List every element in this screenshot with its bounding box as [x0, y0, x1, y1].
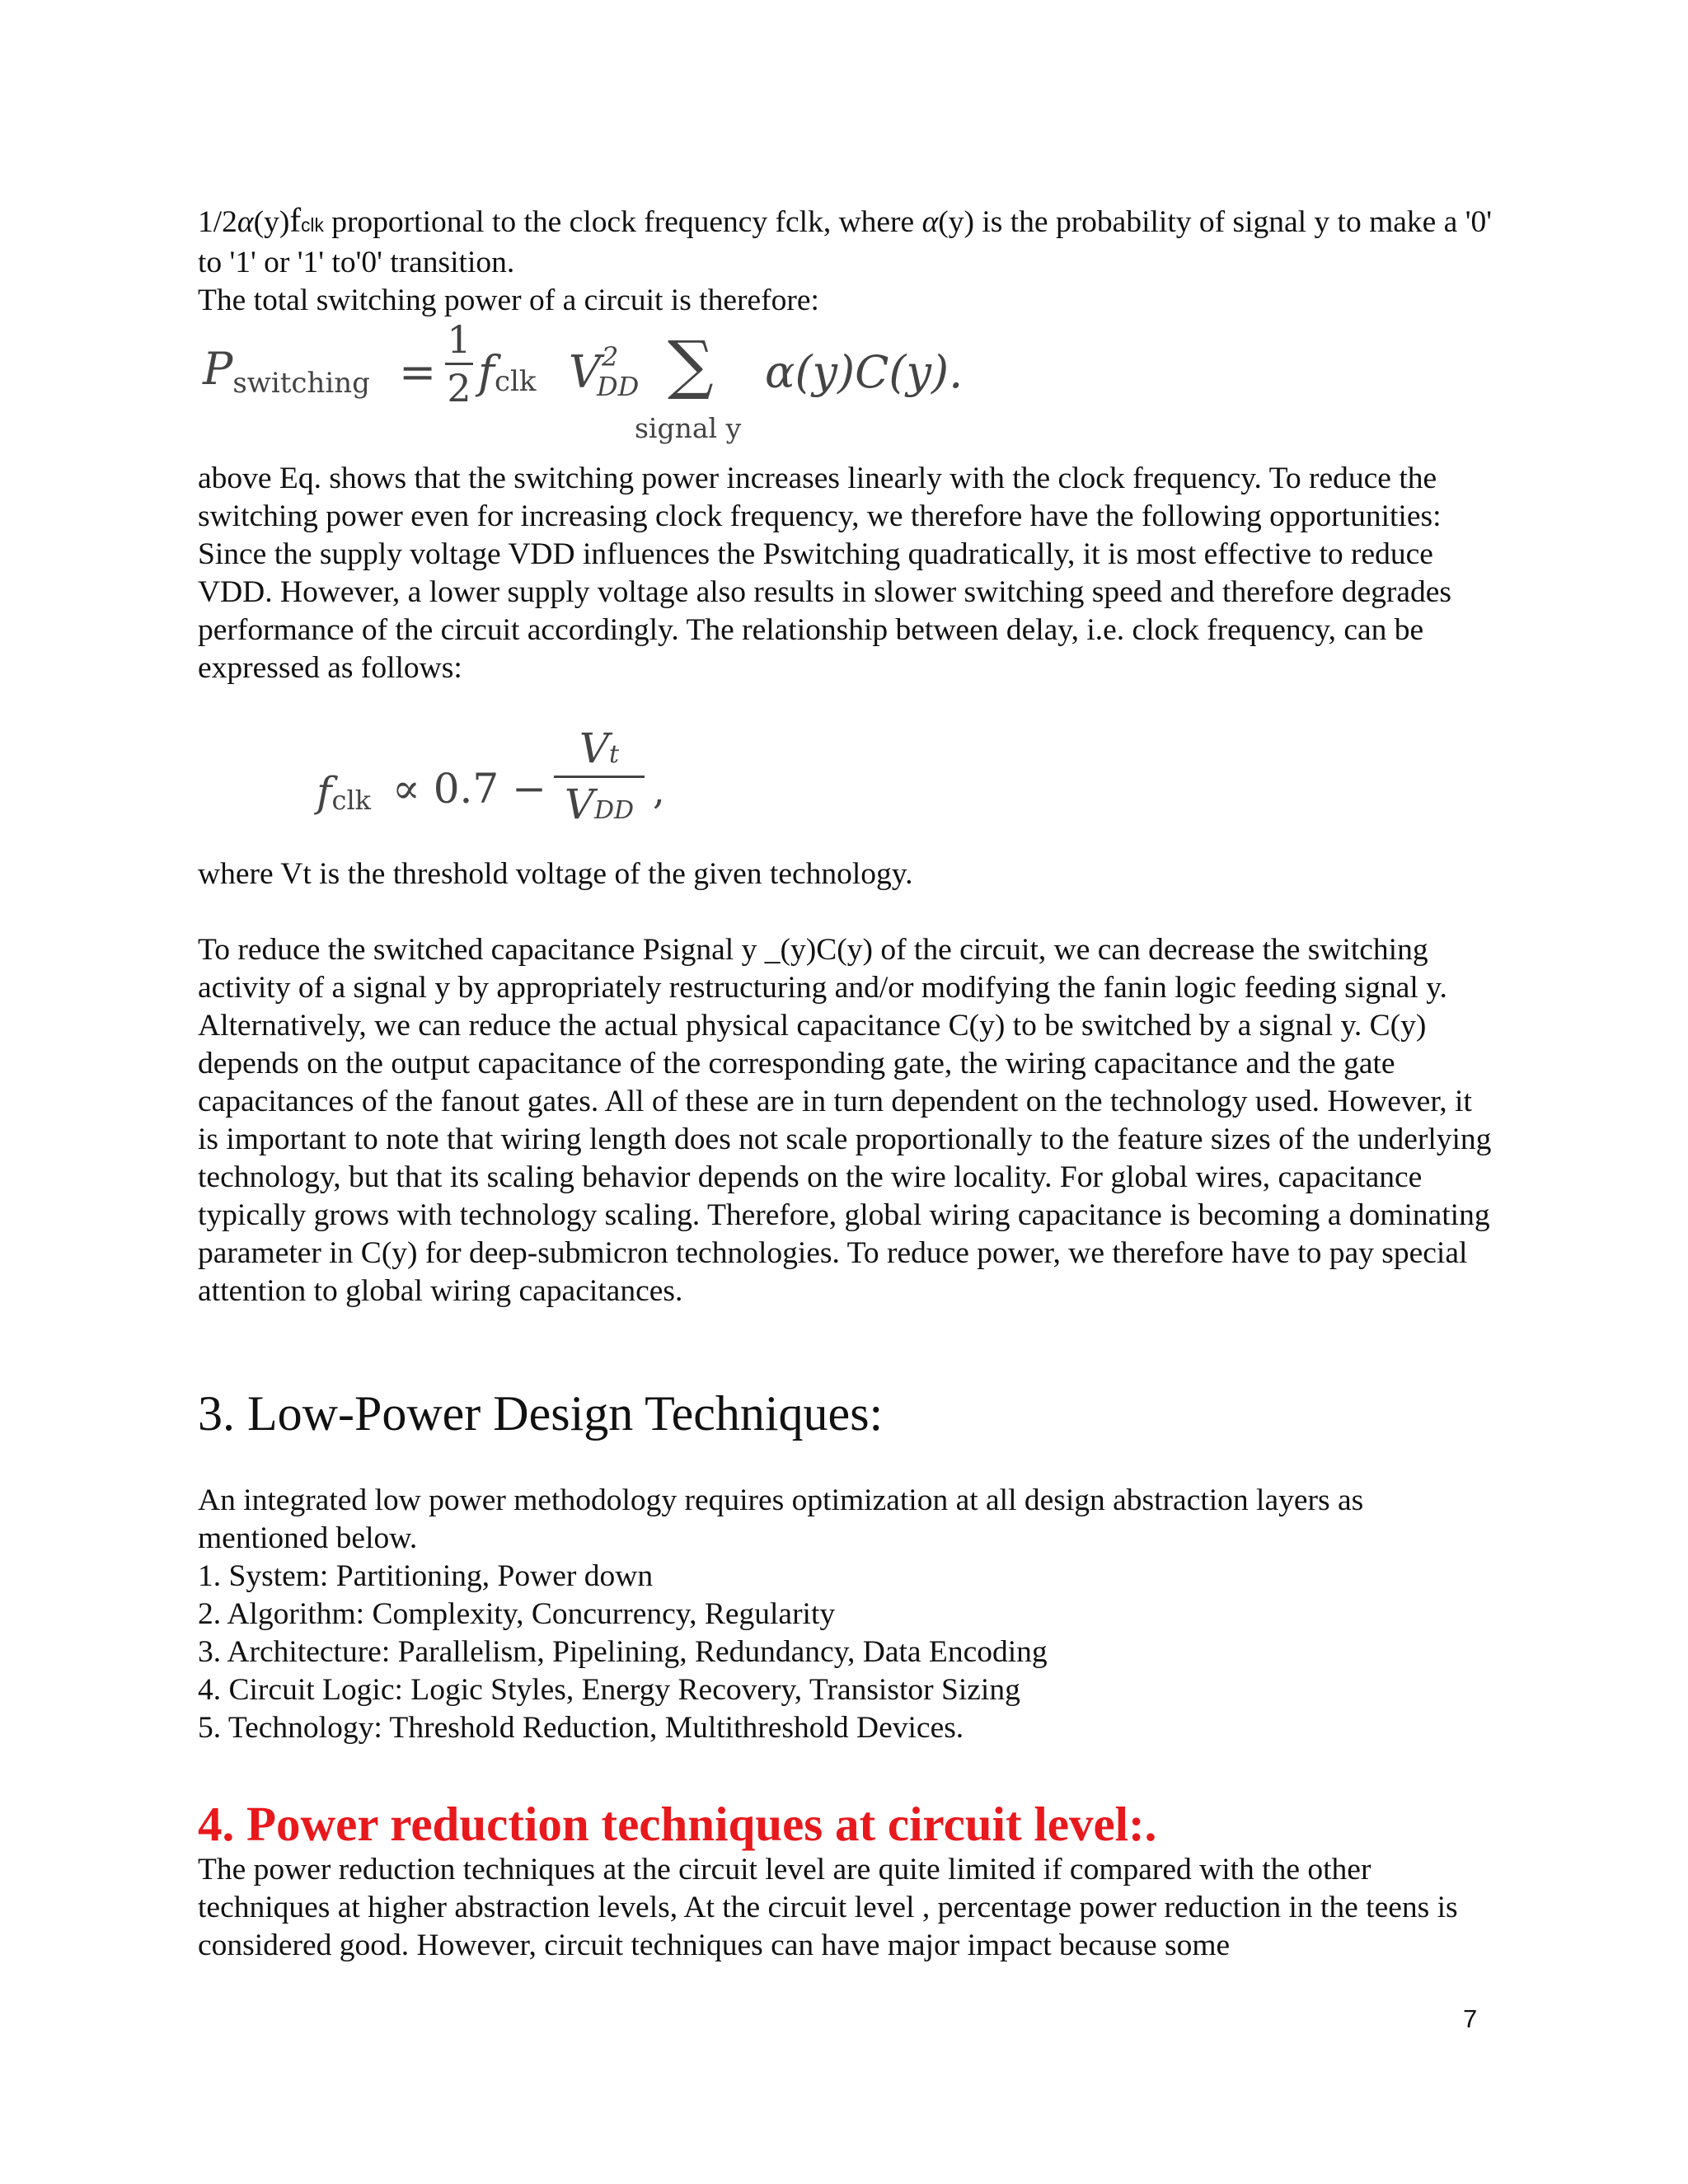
paragraph-3-block: [198, 855, 1500, 893]
intro-text-a: proportional to the clock frequency fclk, where: [323, 205, 922, 239]
eq2-f: f: [316, 768, 332, 816]
intro-line-1: [198, 201, 1500, 282]
eq1-fclk: [478, 346, 537, 398]
intro-paragraph: [198, 201, 1500, 320]
eq2-den-sub: DD: [594, 795, 635, 825]
eq1-half: [445, 317, 473, 411]
eq1-frac-bar: [445, 363, 473, 365]
intro-line-2: The total switching power of a circuit is therefore:: [198, 284, 819, 317]
y-paren: (y): [253, 205, 290, 239]
list-item: 2. Algorithm: Complexity, Concurrency, Regularity: [198, 1597, 836, 1631]
intro-fraction: 1/2: [198, 205, 237, 239]
eq1-equals: =: [399, 346, 437, 398]
eq2-num-sub: t: [609, 740, 620, 769]
alpha-symbol-2: α: [921, 205, 939, 239]
list-item: 4. Circuit Logic: Logic Styles, Energy Recovery, Transistor Sizing: [198, 1673, 1020, 1707]
paragraph-4: To reduce the switched capacitance Psignal y _(y)C(y) of the circuit, we can decrease the switching activity of a signal y by appropriately restructuring and/or modifying the fanin logic feeding signal y. Alternatively, we can reduce the actual physical capacitance C(y) to be switched by a signal y. C(y) depends on the output capacitance of the corresponding gate, the wiring capacitance and the gate capacitances of the fanout gates. All of these are in turn dependent on the technology used. However, it is important to note that wiring length does not scale proportionally to the feature sizes of the underlying technology, but that its scaling behavior depends on the wire locality. For global wires, capacitance typically grows with technology scaling. Therefore, global wiring capacitance is becoming a dominating parameter in C(y) for deep-submicron technologies. To reduce power, we therefore have to pay special attention to global wiring capacitances.: [198, 933, 1492, 1308]
eq1-sum-sign: ∑: [668, 328, 714, 402]
section-3-intro: An integrated low power methodology requires optimization at all design abstraction layers as mentioned below.: [198, 1483, 1364, 1555]
page-number: 7: [1463, 2004, 1478, 2033]
eq1-p-subscript: switching: [232, 367, 370, 400]
alpha-symbol: α: [237, 205, 254, 239]
eq2-frac-bar: [554, 776, 645, 778]
eq2-den-v: V: [564, 780, 594, 828]
eq2-relation: ∝ 0.7 −: [392, 765, 547, 813]
eq1-p-symbol: P: [203, 343, 233, 395]
section-3-heading: 3. Low-Power Design Techniques:: [198, 1386, 884, 1441]
body-paragraphs: [198, 460, 1500, 687]
eq1-term: α(y)C(y).: [765, 346, 964, 398]
eq1-f: f: [478, 346, 495, 398]
clk-subscript: clk: [301, 214, 324, 236]
eq2-num: [579, 724, 620, 772]
section-4-paragraph: The power reduction techniques at the circuit level are quite limited if compared with the other techniques at higher abstraction levels, At the circuit level , percentage power reduction in the teens is considered good. However, circuit techniques can have major impact because some: [198, 1853, 1458, 1962]
intro-text-b: (y) is the probability of signal y to make a '0' to '1' or '1' to'0' transition.: [198, 205, 1492, 279]
f-letter: f: [289, 201, 302, 239]
eq2-comma: ,: [653, 768, 665, 813]
paragraph-3: where Vt is the threshold voltage of the given technology.: [198, 857, 913, 891]
eq1-f-sub: clk: [495, 365, 537, 398]
eq1-v-sub: DD: [597, 371, 640, 402]
eq2-fclk: [316, 768, 371, 816]
paragraph-2: Since the supply voltage VDD influences the Pswitching quadratically, it is most effective to reduce VDD. However, a lower supply voltage also results in slower switching speed and therefore degrades performance of the circuit accordingly. The relationship between delay, i.e. clock frequency, can be expressed as follows:: [198, 537, 1451, 685]
eq1-v-sup: 2: [602, 341, 619, 373]
section-4-body: [198, 1851, 1500, 1965]
eq1-den: 2: [447, 366, 471, 411]
list-item: 3. Architecture: Parallelism, Pipelining, Redundancy, Data Encoding: [198, 1635, 1048, 1669]
eq2-fraction: [554, 724, 645, 828]
eq2-den: [564, 780, 635, 828]
section-3-body: [198, 1482, 1500, 1747]
eq2-num-v: V: [579, 724, 610, 772]
eq1-v: V: [569, 346, 601, 398]
eq1-num: 1: [447, 317, 471, 362]
eq1-sum-under: signal y: [635, 412, 742, 444]
fclk-symbol: [289, 201, 323, 239]
paragraph-1: above Eq. shows that the switching power increases linearly with the clock frequency. To reduce the switching power even for increasing clock frequency, we therefore have the following opportunities:: [198, 462, 1442, 533]
eq2-f-sub: clk: [331, 785, 372, 816]
list-item: 1. System: Partitioning, Power down: [198, 1559, 654, 1593]
eq1-p: [203, 343, 370, 400]
paragraph-4-block: [198, 931, 1500, 1310]
list-item: 5. Technology: Threshold Reduction, Multithreshold Devices.: [198, 1711, 964, 1745]
section-4-heading: 4. Power reduction techniques at circuit level:.: [198, 1797, 1157, 1851]
